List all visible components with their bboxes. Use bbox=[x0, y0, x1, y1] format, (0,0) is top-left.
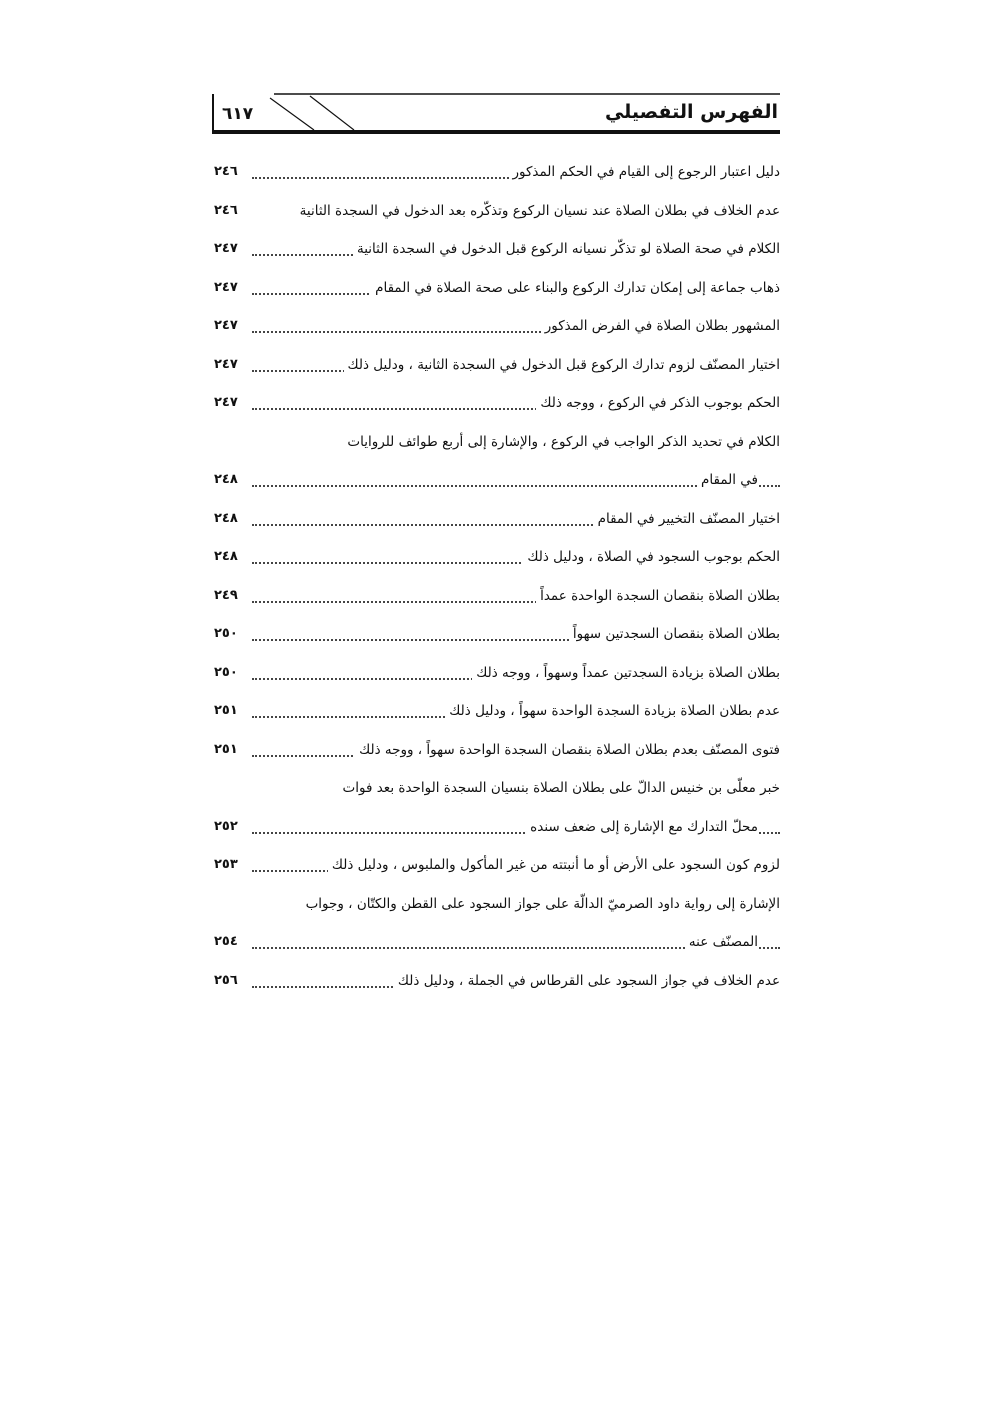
toc-entry bbox=[212, 540, 780, 579]
toc-entry bbox=[212, 656, 780, 695]
page-number: ٦١٧ bbox=[222, 104, 254, 124]
entry-text: دليل اعتبار الرجوع إلى القيام في الحكم المذكور bbox=[509, 162, 781, 182]
page-reference: ٢٤٨ bbox=[214, 547, 241, 567]
toc-entry bbox=[212, 502, 780, 541]
toc-entry bbox=[212, 617, 780, 656]
entry-text: عدم الخلاف في بطلان الصلاة عند نسيان الركوع وتذكّره بعد الدخول في السجدة الثانية bbox=[296, 201, 780, 221]
entry-text-continued: محلّ التدارك مع الإشارة إلى ضعف سنده bbox=[526, 817, 758, 837]
toc-line-continued bbox=[212, 925, 780, 964]
toc-line bbox=[212, 502, 780, 541]
toc-entry bbox=[212, 733, 780, 772]
toc-entry bbox=[212, 848, 780, 887]
toc-line bbox=[212, 155, 780, 194]
table-of-contents bbox=[212, 155, 780, 1002]
toc-entry bbox=[212, 425, 780, 502]
entry-text: بطلان الصلاة بنقصان السجدة الواحدة عمداً bbox=[536, 586, 780, 606]
entry-text: عدم بطلان الصلاة بزيادة السجدة الواحدة سهواً ، ودليل ذلك bbox=[445, 701, 780, 721]
entry-text: الإشارة إلى رواية داود الصرميّ الدالّة على جواز السجود على القطن والكتّان ، وجواب bbox=[302, 894, 780, 914]
entry-text: خبر معلّى بن خنيس الدالّ على بطلان الصلاة بنسيان السجدة الواحدة بعد فوات bbox=[339, 778, 780, 798]
page-reference: ٢٤٧ bbox=[214, 278, 241, 298]
toc-entry bbox=[212, 155, 780, 194]
page-reference: ٢٤٩ bbox=[214, 586, 241, 606]
entry-text-continued: في المقام bbox=[697, 470, 758, 490]
toc-line bbox=[212, 848, 780, 887]
toc-line bbox=[212, 348, 780, 387]
page-reference: ٢٤٦ bbox=[214, 201, 241, 221]
page-reference: ٢٥٢ bbox=[214, 817, 241, 837]
toc-entry bbox=[212, 694, 780, 733]
toc-entry bbox=[212, 579, 780, 618]
page-reference: ٢٥٠ bbox=[214, 663, 241, 683]
page-reference: ٢٤٧ bbox=[214, 393, 241, 413]
toc-line bbox=[212, 540, 780, 579]
page-reference: ٢٥١ bbox=[214, 740, 241, 760]
entry-text: اختيار المصنّف لزوم تدارك الركوع قبل الدخول في السجدة الثانية ، ودليل ذلك bbox=[344, 355, 780, 375]
toc-line bbox=[212, 771, 780, 810]
entry-text: بطلان الصلاة بزيادة السجدتين عمداً وسهواً ، ووجه ذلك bbox=[472, 663, 780, 683]
toc-line bbox=[212, 579, 780, 618]
entry-text: الحكم بوجوب الذكر في الركوع ، ووجه ذلك bbox=[536, 393, 780, 413]
entry-text: اختيار المصنّف التخيير في المقام bbox=[594, 509, 780, 529]
toc-entry bbox=[212, 386, 780, 425]
toc-line-continued bbox=[212, 810, 780, 849]
toc-entry bbox=[212, 887, 780, 964]
entry-text: الكلام في تحديد الذكر الواجب في الركوع ، والإشارة إلى أربع طوائف للروايات bbox=[343, 432, 780, 452]
entry-text: بطلان الصلاة بنقصان السجدتين سهواً bbox=[569, 624, 780, 644]
entry-text: فتوى المصنّف بعدم بطلان الصلاة بنقصان السجدة الواحدة سهواً ، ووجه ذلك bbox=[355, 740, 780, 760]
toc-line bbox=[212, 694, 780, 733]
page-reference: ٢٥٤ bbox=[214, 932, 241, 952]
toc-line bbox=[212, 271, 780, 310]
toc-line bbox=[212, 194, 780, 233]
entry-text: المشهور بطلان الصلاة في الفرض المذكور bbox=[541, 316, 780, 336]
toc-line bbox=[212, 656, 780, 695]
running-title: الفهرس التفصيلي bbox=[604, 101, 778, 123]
page-reference: ٢٥١ bbox=[214, 701, 241, 721]
toc-line bbox=[212, 232, 780, 271]
toc-line bbox=[212, 964, 780, 1003]
toc-line bbox=[212, 309, 780, 348]
entry-text: الحكم بوجوب السجود في الصلاة ، ودليل ذلك bbox=[523, 547, 780, 567]
toc-entry bbox=[212, 309, 780, 348]
toc-line bbox=[212, 733, 780, 772]
page-reference: ٢٥٠ bbox=[214, 624, 241, 644]
toc-entry bbox=[212, 771, 780, 848]
toc-line bbox=[212, 887, 780, 926]
page-reference: ٢٥٣ bbox=[214, 855, 241, 875]
page-reference: ٢٤٧ bbox=[214, 316, 241, 336]
toc-entry bbox=[212, 348, 780, 387]
toc-line bbox=[212, 425, 780, 464]
entry-text: لزوم كون السجود على الأرض أو ما أنبتته من غير المأكول والملبوس ، ودليل ذلك bbox=[328, 855, 780, 875]
page-reference: ٢٥٦ bbox=[214, 971, 241, 991]
entry-text: عدم الخلاف في جواز السجود على القرطاس في الجملة ، ودليل ذلك bbox=[394, 971, 780, 991]
page-reference: ٢٤٦ bbox=[214, 162, 241, 182]
toc-entry bbox=[212, 194, 780, 233]
entry-text: ذهاب جماعة إلى إمكان تدارك الركوع والبناء على صحة الصلاة في المقام bbox=[371, 278, 780, 298]
toc-line bbox=[212, 617, 780, 656]
toc-entry bbox=[212, 232, 780, 271]
toc-entry bbox=[212, 964, 780, 1003]
page-reference: ٢٤٨ bbox=[214, 470, 241, 490]
page-reference: ٢٤٧ bbox=[214, 239, 241, 259]
toc-line bbox=[212, 386, 780, 425]
page-reference: ٢٤٨ bbox=[214, 509, 241, 529]
toc-entry bbox=[212, 271, 780, 310]
entry-text: الكلام في صحة الصلاة لو تذكّر نسيانه الركوع قبل الدخول في السجدة الثانية bbox=[353, 239, 780, 259]
toc-line-continued bbox=[212, 463, 780, 502]
page-reference: ٢٤٧ bbox=[214, 355, 241, 375]
entry-text-continued: المصنّف عنه bbox=[685, 932, 758, 952]
